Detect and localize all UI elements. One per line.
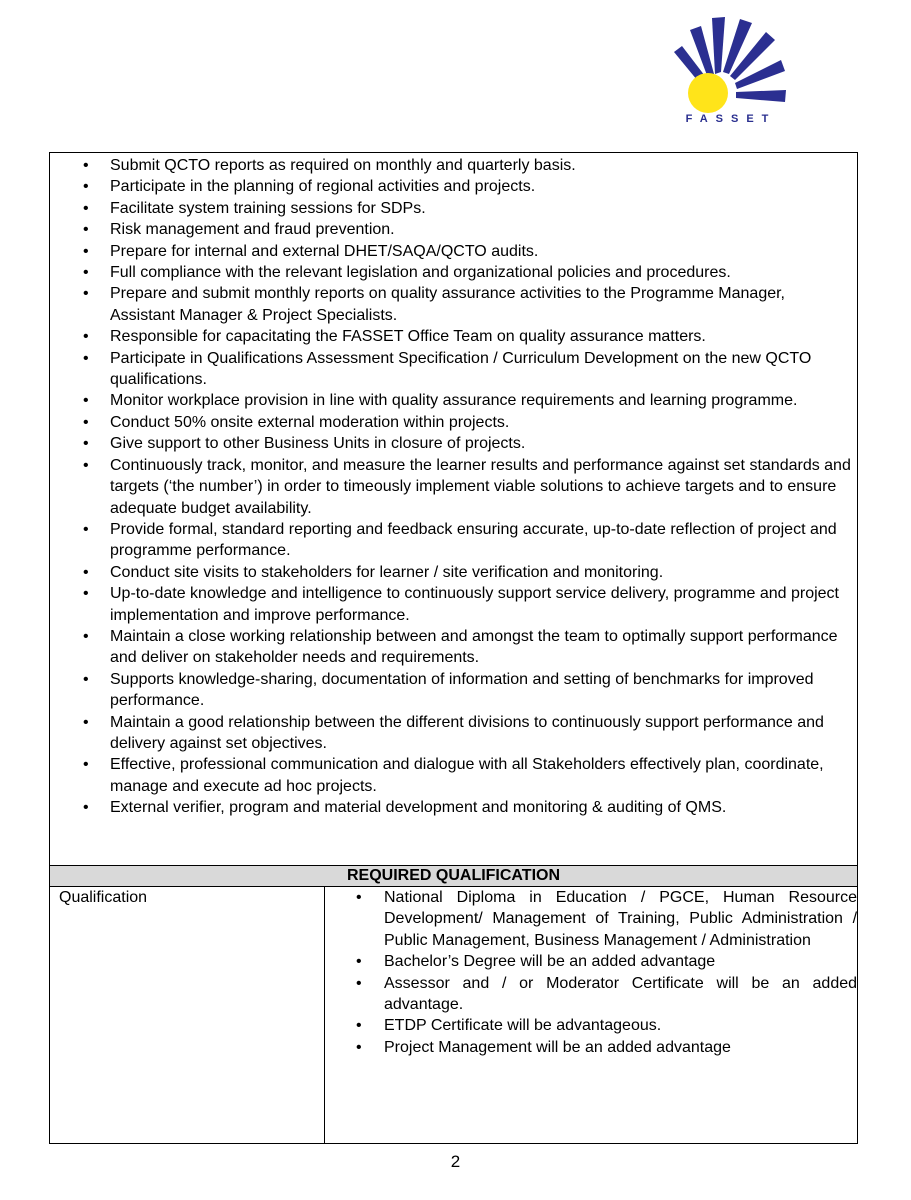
duty-item: • Risk management and fraud prevention. bbox=[50, 219, 857, 240]
qualification-label: Qualification bbox=[50, 887, 325, 1144]
duty-item: • Full compliance with the relevant legislation and organizational policies and procedures. bbox=[50, 262, 857, 283]
duty-item: • External verifier, program and material development and monitoring & auditing of QMS. bbox=[50, 797, 857, 818]
duty-item: • Maintain a close working relationship between and amongst the team to optimally support performance and deliver on stakeholder needs and requirements. bbox=[50, 626, 857, 669]
duty-item: • Continuously track, monitor, and measure the learner results and performance against set standards and targets (‘the number’) in order to timeously implement viable solutions to achieve targets and to ensure adequate budget availability. bbox=[50, 455, 857, 519]
duty-item: • Participate in Qualifications Assessment Specification / Curriculum Development on the new QCTO qualifications. bbox=[50, 348, 857, 391]
section-header-required-qualification: REQUIRED QUALIFICATION bbox=[50, 866, 858, 887]
duty-item: • Facilitate system training sessions for SDPs. bbox=[50, 198, 857, 219]
duty-item: • Participate in the planning of regional activities and projects. bbox=[50, 176, 857, 197]
logo-wordmark: FASSET bbox=[685, 113, 777, 125]
duties-list bbox=[50, 153, 857, 819]
duty-item: • Up-to-date knowledge and intelligence to continuously support service delivery, programme and project implementation and improve performance. bbox=[50, 583, 857, 626]
job-description-table bbox=[49, 152, 858, 1144]
duty-item: • Maintain a good relationship between the different divisions to continuously support performance and delivery against set objectives. bbox=[50, 712, 857, 755]
duty-item: • Prepare for internal and external DHET/SAQA/QCTO audits. bbox=[50, 241, 857, 262]
page-number: 2 bbox=[450, 1152, 461, 1171]
duty-item: • Give support to other Business Units in closure of projects. bbox=[50, 433, 857, 454]
duty-item: • Supports knowledge-sharing, documentation of information and setting of benchmarks for improved performance. bbox=[50, 669, 857, 712]
qualification-item: • Project Management will be an added advantage bbox=[325, 1037, 857, 1058]
qualification-row bbox=[50, 887, 858, 1144]
qualification-list bbox=[325, 887, 857, 1058]
qualification-list-cell bbox=[325, 887, 858, 1144]
duty-item: • Monitor workplace provision in line with quality assurance requirements and learning programme. bbox=[50, 390, 857, 411]
duty-item: • Responsible for capacitating the FASSET Office Team on quality assurance matters. bbox=[50, 326, 857, 347]
duty-item: • Provide formal, standard reporting and feedback ensuring accurate, up-to-date reflection of project and programme performance. bbox=[50, 519, 857, 562]
duties-row bbox=[50, 153, 858, 866]
qualification-item: • ETDP Certificate will be advantageous. bbox=[325, 1015, 857, 1036]
duties-cell bbox=[50, 153, 858, 866]
qualification-item: • Assessor and / or Moderator Certificate will be an added advantage. bbox=[325, 973, 857, 1016]
qualification-item: • National Diploma in Education / PGCE, Human Resource Development/ Management of Training, Public Administration / Public Management, Business Management / Administration bbox=[325, 887, 857, 951]
duty-item: • Submit QCTO reports as required on monthly and quarterly basis. bbox=[50, 155, 857, 176]
duty-item: • Effective, professional communication and dialogue with all Stakeholders effectively plan, coordinate, manage and execute ad hoc projects. bbox=[50, 754, 857, 797]
duty-item: • Conduct site visits to stakeholders for learner / site verification and monitoring. bbox=[50, 562, 857, 583]
qualification-header-row bbox=[50, 866, 858, 887]
duty-item: • Prepare and submit monthly reports on quality assurance activities to the Programme Manager, Assistant Manager & Project Specialists. bbox=[50, 283, 857, 326]
qualification-item: • Bachelor’s Degree will be an added advantage bbox=[325, 951, 857, 972]
duty-item: • Conduct 50% onsite external moderation within projects. bbox=[50, 412, 857, 433]
